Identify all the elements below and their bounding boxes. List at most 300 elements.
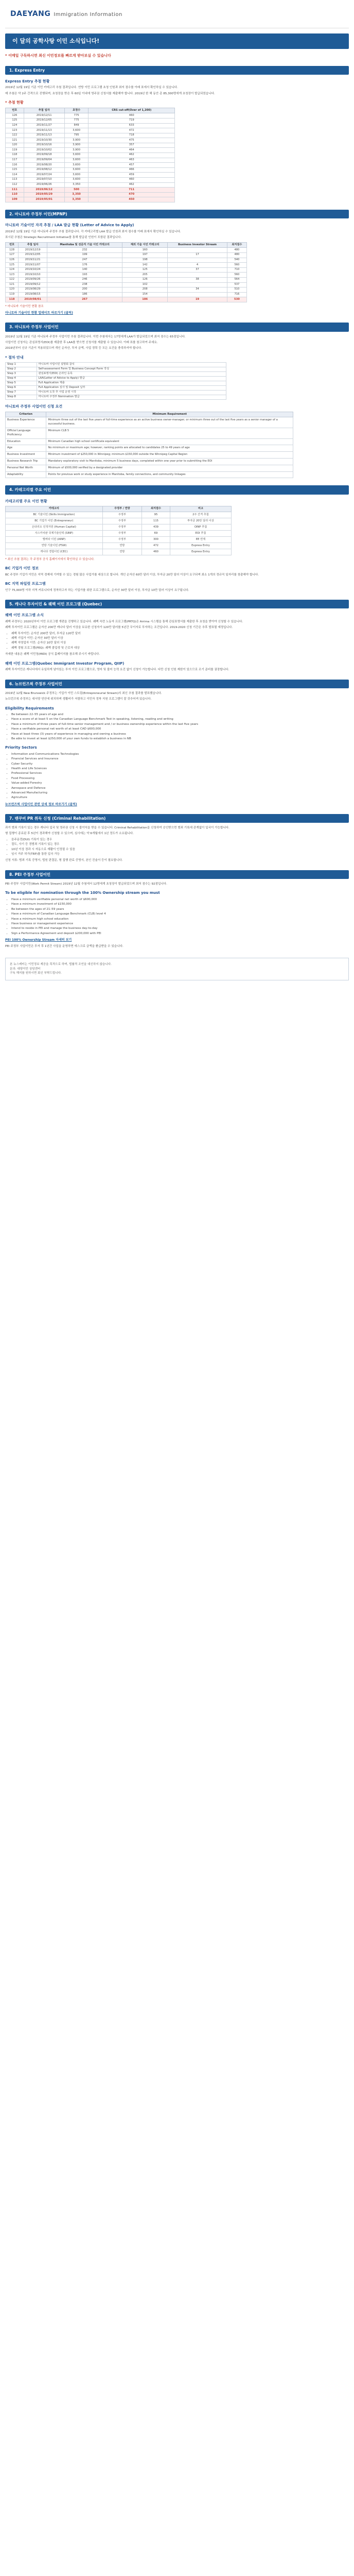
- draw-row-cell: 475: [88, 138, 175, 143]
- step-row: [6, 377, 226, 381]
- s1-heading: Express Entry 추첨 현황: [5, 79, 50, 83]
- draw-row-cell: 633: [88, 123, 175, 128]
- s6-sectors-list: [11, 752, 349, 800]
- s6-elig-heading: Eligibility Requirements: [5, 706, 54, 710]
- mpnp-row-cell: 17: [168, 252, 227, 258]
- requirement-item: • Have a minimum investment of $150,000: [11, 902, 349, 906]
- section-7-title: 7. 밴쿠버 PR 취득 신청 (Criminal Rehabilitation): [5, 814, 349, 823]
- mpnp-row-cell: 186: [122, 297, 168, 302]
- mpnp-row-cell: 267: [47, 297, 122, 302]
- mpnp-row-cell: 2019/12/19: [19, 248, 47, 253]
- mpnp-row-cell: 154: [122, 292, 168, 297]
- mpnp-row-cell: 530: [227, 297, 246, 302]
- step-row-cell: 마니토바 도착 후 사업 운영 시작: [37, 391, 226, 395]
- sector-item: • Professional Services: [11, 771, 349, 775]
- mpnp-row-cell: 2019/11/21: [19, 258, 47, 263]
- draw-row-cell: 2019/06/12: [24, 188, 64, 193]
- category-row-cell: BC 기업가 이민 (Entrepreneur): [6, 518, 103, 524]
- mpnp-row-cell: 142: [122, 263, 168, 268]
- draw-row-cell: 775: [64, 113, 88, 118]
- draw-row: [6, 138, 175, 143]
- category-row-cell: BC 기술이민 (Skills Immigration): [6, 512, 103, 518]
- footer-line-3: 구독 해지를 원하시면 회신 부탁드립니다.: [10, 972, 62, 975]
- criterion-row-cell: Education: [6, 438, 46, 445]
- draw-row-cell: 3,600: [64, 128, 88, 133]
- section-3-title: 3. 마니토바 주정부 사업이민: [5, 323, 349, 331]
- s4-note: * 최신 추첨 결과는 각 주정부 공식 홈페이지에서 확인하실 수 있습니다.: [5, 558, 95, 561]
- draw-row-cell: 2019/07/10: [24, 178, 64, 183]
- category-row-cell: 439: [142, 524, 170, 531]
- s2-footnote: * 마니토바 기술이민 현황 참조: [5, 304, 44, 308]
- s1-intro-2: 매 추첨은 약 2주 간격으로 진행되며, 초청장을 받은 후 60일 이내에 영주권 신청서를 제출해야 합니다. 2019년 한 해 동안 총 85,300명에게 초청장이 발급되었습니다.: [5, 92, 215, 95]
- s5-bullet: • 퀘벡 투자이민: 순자산 200만 달러, 투자금 120만 달러: [11, 632, 349, 636]
- draw-row-cell: 3,900: [64, 138, 88, 143]
- draw-row-cell: 122: [6, 133, 24, 138]
- draw-row: [6, 128, 175, 133]
- mpnp-row-cell: 208: [122, 287, 168, 293]
- steps-table: [5, 362, 226, 400]
- mpnp-row-cell: 193: [47, 273, 122, 278]
- category-row-cell: 300: [142, 537, 170, 543]
- s7-para-1: 과거 범죄 기록이 있는 경우 캐나다 입국 및 영주권 신청 시 불이익을 받을 수 있습니다. Criminal Rehabilitation을 신청하여 승인받으면 범죄 기록에 관계없이 입국이 가능합니다.: [5, 826, 229, 830]
- draw-row: [6, 197, 175, 202]
- mpnp-row-cell: 186: [47, 292, 122, 297]
- draw-row-cell: 460: [88, 178, 175, 183]
- sector-item: • Agriculture: [11, 795, 349, 800]
- category-row-cell: 115: [142, 518, 170, 524]
- draw-row: [6, 148, 175, 153]
- mpnp-row-cell: 127: [6, 252, 19, 258]
- draw-row-cell: 3,900: [64, 143, 88, 148]
- mpnp-row-cell: 232: [47, 248, 122, 253]
- s6-intro-1: 2019년 12월 New Brunswick 주정부는 기업가 이민 스트림(Entrepreneurial Stream)의 최신 추첨 결과를 발표했습니다.: [5, 691, 162, 695]
- s3-intro-2: 사업이민 신청자는 관심표명서(EOI)를 제출한 후 LAA를 받으면 신청서를 제출할 수 있습니다. 아래 표를 참고하여 주세요.: [5, 341, 158, 344]
- criterion-row: [6, 417, 293, 428]
- sector-item: • Advanced Manufacturing: [11, 791, 349, 795]
- mpnp-row: [6, 248, 247, 253]
- section-8-title: 8. PEI 주정부 사업이민: [5, 870, 349, 879]
- draw-row-cell: 118: [6, 153, 24, 158]
- draw-row-cell: 463: [88, 158, 175, 163]
- requirement-item: • Intend to reside in PEI and manage the business day-to-day: [11, 926, 349, 930]
- s5-qiip-text: 퀘벡 투자이민은 캐나다에서 유일하게 남아있는 투자 이민 프로그램으로, 영어 및 불어 능력 요건 없이 신청이 가능합니다. 다만 신청 인원 제한이 있으므로 조기 준비를 권장합니다.: [5, 668, 229, 672]
- draw-row-cell: 109: [6, 197, 24, 202]
- section-4-title: 4. 카테고리별 주요 이민: [5, 485, 349, 494]
- newsletter: [0, 0, 354, 996]
- s8-closing: PEI 주정부 사업이민은 투자 후 1년간 사업을 운영하면 에스크로 금액을 환급받을 수 있습니다.: [5, 945, 123, 948]
- criterion-row-cell: Official Language Proficiency: [6, 428, 46, 439]
- s7-bullet-list: [11, 838, 349, 857]
- draw-row-cell: 3,350: [64, 182, 88, 188]
- mpnp-row-cell: 126: [6, 258, 19, 263]
- category-row-cell: 캐나다 경험이민 (CEC): [6, 549, 103, 555]
- category-row-cell: 앨버타 이민 (AINP): [6, 537, 103, 543]
- category-row-cell: 95: [142, 512, 170, 518]
- step-row-cell: Step 6: [6, 386, 37, 391]
- mpnp-row-cell: 560: [227, 263, 246, 268]
- s5-para-1: 퀘벡 주정부는 2020년부터 이민 프로그램 개편을 진행하고 있습니다. 퀘벡 숙련 노동자 프로그램(PRTQ)은 Arrima 시스템을 통해 관심표명서를 제출한 후 초청을 받아야 신청할 수 있습니다.: [5, 620, 243, 623]
- mpnp-row-cell: 2019/08/29: [19, 287, 47, 293]
- category-row: [6, 531, 232, 537]
- draw-row-cell: 2019/11/13: [24, 128, 64, 133]
- eligibility-item: • Have a score of at least 5 on the Canadian Language Benchmark Test in speaking, listening, reading and writing: [11, 717, 349, 721]
- requirement-item: • Have business or management experience: [11, 922, 349, 926]
- category-row-cell: OINP 추첨: [170, 524, 231, 531]
- footer-line-1: 본 뉴스레터는 이민정보 제공을 목적으로 하며, 법률적 조언을 대신하지 않습니다.: [10, 963, 112, 967]
- step-row-cell: Step 2: [6, 367, 37, 372]
- criterion-row: [6, 452, 293, 459]
- draw-row-cell: 2019/09/18: [24, 153, 64, 158]
- s5-bullet: • 퀘벡 경험 프로그램(PEQ): 퀘벡 졸업생 및 근로자 대상: [11, 646, 349, 650]
- eligibility-item: • Have a minimum of three years of full-time senior management and / or business ownership experience within the last five years: [11, 722, 349, 726]
- category-row-cell: 사스카치완 국제기술인력 (SINP): [6, 531, 103, 537]
- category-row: [6, 512, 232, 518]
- eligibility-item: • Be between 22–55 years of age and: [11, 713, 349, 717]
- draw-row-cell: 2019/08/12: [24, 167, 64, 173]
- s4-bc-text: BC 주정부 기업가 이민은 지역 경제에 기여할 수 있는 경험 많은 사업가를 대상으로 합니다. 개인 순자산 60만 달러 이상, 투자금 20만 달러 이상이 요구되며 최소 1개의 정규직 일자리를 창출해야 합니다.: [5, 573, 259, 577]
- s2-link[interactable]: 마니토바 기술이민 현황 업데이트 바로가기 (클릭): [5, 311, 73, 315]
- draw-row: [6, 192, 175, 197]
- draw-row-cell: 2019/09/04: [24, 158, 64, 163]
- mpnp-row: [6, 252, 247, 258]
- draw-row-cell: 718: [88, 133, 175, 138]
- s7-para-2: 형 집행이 종료된 후 5년이 경과해야 신청할 수 있으며, 심사에는 약 6개월에서 1년 정도가 소요됩니다.: [5, 832, 134, 836]
- s3-steps-heading: * 절차 안내: [5, 355, 24, 360]
- criterion-row-cell: Minimum Canadian high school certificate equivalent: [46, 438, 293, 445]
- s7-bullet: • 임시 거주 허가(TRP)를 통한 입국 가능: [11, 852, 349, 856]
- draw-row-cell: 3,900: [64, 148, 88, 153]
- section-2-title: 2. 마니토바 주정부 이민(MPNP): [5, 210, 349, 218]
- criterion-row-cell: Business Investment: [6, 452, 46, 459]
- mpnp-row-cell: 564: [227, 277, 246, 282]
- s3-intro-1: 2019년 12월 19일 기준 마니토바 주정부 사업이민 추첨 결과입니다. 이번 추첨에서는 17명에게 LAA가 발급되었으며 최저 점수는 65점입니다.: [5, 335, 186, 338]
- mpnp-row-cell: 510: [227, 287, 246, 293]
- step-row-cell: Step 7: [6, 391, 37, 395]
- requirement-item: • Have a minimum high school education: [11, 917, 349, 921]
- mpnp-row-cell: 2019/12/05: [19, 252, 47, 258]
- mpnp-row-cell: [168, 273, 227, 278]
- s1-intro-1: 2019년 12월 19일 기준 이민 카테고리 추첨 결과입니다. 연방 이민 프로그램 초청 인원과 최저 점수를 아래 표에서 확인하실 수 있습니다.: [5, 86, 178, 90]
- draw-row-cell: 2019/10/02: [24, 148, 64, 153]
- draw-row-cell: 111: [6, 188, 24, 193]
- s5-heading: 퀘벡 이민 프로그램 소식: [5, 613, 44, 618]
- criterion-row-cell: Adaptability: [6, 471, 46, 478]
- mpnp-row-cell: 199: [47, 252, 122, 258]
- step-row-cell: Step 1: [6, 363, 37, 367]
- s2-intro-1: 2019년 12월 19일 기준 마니토바 주정부 추첨 결과입니다. 각 카테고리별 LAA 발급 인원과 최저 점수를 아래 표에서 확인하실 수 있습니다.: [5, 230, 181, 233]
- footer-line-2: 문의: 대양이민 상담센터: [10, 967, 41, 971]
- draw-row-cell: 795: [64, 133, 88, 138]
- s2-col-header: 해외 기술 이민 카테고리: [122, 242, 168, 248]
- s7-bullet: • 음주운전(DUI) 기록이 있는 경우: [11, 838, 349, 842]
- draw-row-cell: 457: [88, 163, 175, 168]
- s4-col-header: 비고: [170, 506, 231, 512]
- mpnp-row-cell: 121: [6, 282, 19, 287]
- mpnp-row-cell: 247: [47, 258, 122, 263]
- s2-col-header: 최저점수: [227, 242, 246, 248]
- draw-row-cell: 357: [88, 143, 175, 148]
- s3-intro-3: 2019년부터 신규 기준이 적용되었으며 개인 순자산, 투자 금액, 사업 경력 등 모든 요건을 충족하셔야 합니다.: [5, 347, 143, 350]
- draw-row-cell: 121: [6, 138, 24, 143]
- criterion-row: [6, 471, 293, 478]
- draw-row-cell: 459: [88, 173, 175, 178]
- draw-row: [6, 163, 175, 168]
- mpnp-row-cell: 140: [47, 267, 122, 273]
- mpnp-row-cell: [168, 258, 227, 263]
- draw-row: [6, 182, 175, 188]
- draw-row-cell: 466: [88, 167, 175, 173]
- eligibility-item: • Have a verifiable personal net worth of at least CAD $600,000: [11, 727, 349, 731]
- draw-row-cell: 126: [6, 113, 24, 118]
- category-table: [5, 506, 232, 555]
- category-row: [6, 524, 232, 531]
- draw-row-cell: 464: [88, 148, 175, 153]
- mpnp-row-cell: 126: [122, 277, 168, 282]
- draw-row-cell: 775: [64, 118, 88, 123]
- s4-reg-heading: BC 지역 파일럿 프로그램: [5, 582, 46, 586]
- s6-link[interactable]: 뉴브런즈윅 사업이민 관련 상세 정보 바로가기 (클릭): [5, 802, 77, 806]
- criterion-row-cell: Minimum of $500,000 verified by a designated provider: [46, 465, 293, 471]
- mpnp-row-cell: 102: [122, 282, 168, 287]
- mpnp-row-cell: 2019/09/12: [19, 282, 47, 287]
- mpnp-row-cell: 176: [47, 263, 122, 268]
- draw-row-cell: 3,600: [64, 158, 88, 163]
- draw-row-cell: 2019/12/11: [24, 113, 64, 118]
- criterion-row-cell: Mandatory exploratory visit to Manitoba, minimum 5 business days, completed within one year prior to submitting the EOI: [46, 459, 293, 465]
- s5-qiip-heading: 퀘벡 이민 프로그램(Quebec Immigrant Investor Program, QIIP): [5, 661, 125, 666]
- category-row: [6, 518, 232, 524]
- mpnp-row-cell: 118: [6, 297, 19, 302]
- category-row-cell: 460: [142, 549, 170, 555]
- draw-row-cell: 3,350: [64, 192, 88, 197]
- step-row-cell: Self-assessment Form 및 Business Concept Form 작성: [37, 367, 226, 372]
- s1-col-header: 번호: [6, 108, 24, 113]
- mpnp-row-cell: [168, 248, 227, 253]
- criterion-row: [6, 445, 293, 452]
- draw-row-cell: 2019/07/24: [24, 173, 64, 178]
- mpnp-row: [6, 267, 247, 273]
- footer: [5, 958, 349, 980]
- draw-row-cell: 2019/05/29: [24, 192, 64, 197]
- sector-item: • Food Processing: [11, 776, 349, 781]
- s5-para-2: 퀘벡 투자이민 프로그램은 순자산 200만 캐나다 달러 이상을 보유한 신청자가 120만 달러를 5년간 무이자로 투자하는 조건입니다. 2019-2020 신청 기간은 추후 발표될 예정입니다.: [5, 626, 233, 630]
- step-row: [6, 395, 226, 400]
- hero-note: * 이메일 구독하시면 최신 이민정보를 빠르게 받아보실 수 있습니다: [5, 54, 111, 58]
- eligibility-item: • Have at least three (3) years of experience in managing and owning a business: [11, 732, 349, 736]
- category-row: [6, 549, 232, 555]
- step-row-cell: 마니토바 사업이민 설명회 참석: [37, 363, 226, 367]
- eligibility-item: • Be able to invest at least $250,000 of your own funds to establish a business in NB: [11, 737, 349, 741]
- step-row: [6, 391, 226, 395]
- section-6-title: 6. 뉴브런즈윅 주정부 사업이민: [5, 680, 349, 688]
- draw-row-cell: 117: [6, 158, 24, 163]
- category-row-cell: 온타리오 인적자원 (Human Capital): [6, 524, 103, 531]
- s4-col-header: 최저점수: [142, 506, 170, 512]
- mpnp-row-cell: 560: [227, 273, 246, 278]
- category-row-cell: 투자금 20만 달러 이상: [170, 518, 231, 524]
- draw-row: [6, 173, 175, 178]
- category-row-cell: 주정부: [102, 512, 141, 518]
- draw-row-cell: 113: [6, 178, 24, 183]
- mpnp-row: [6, 297, 247, 302]
- s6-intro-2: 뉴브런즈윅 주정부는 대서양 연안에 위치하며 생활비가 저렴하고 이민자 정착 지원 프로그램이 잘 갖추어져 있습니다.: [5, 698, 152, 701]
- category-row-cell: 주정부: [102, 537, 141, 543]
- mpnp-row: [6, 263, 247, 268]
- draw-row-cell: 462: [88, 153, 175, 158]
- s2-intro-2: 표시된 추첨은 Strategic Recruitment Initiative를 통해 발급된 인원이 포함된 결과입니다.: [5, 236, 122, 240]
- mpnp-row-cell: 205: [122, 273, 168, 278]
- s8-req-heading: To be eligible for nomination through the 100% Ownership stream you must: [5, 891, 160, 895]
- draw-row-cell: 124: [6, 123, 24, 128]
- brand-logo[interactable]: DAEYANG Immigration Information: [10, 9, 122, 18]
- sector-item: • Value-added Forestry: [11, 781, 349, 785]
- s3-crit-heading: 마니토바 주정부 사업이민 신청 요건: [5, 404, 63, 409]
- draw-row: [6, 153, 175, 158]
- draw-row-cell: 2019/10/30: [24, 138, 64, 143]
- s6-eligibility-list: [11, 713, 349, 741]
- criteria-table: [5, 412, 293, 479]
- s5-note: 자세한 내용은 퀘벡 이민청(MIDI) 공식 홈페이지를 참조해 주시기 바랍니다.: [5, 653, 100, 656]
- mpnp-row-cell: 716: [227, 292, 246, 297]
- criterion-row-cell: Business Research Trip: [6, 459, 46, 465]
- draw-row-cell: 3,600: [64, 178, 88, 183]
- draw-row-cell: 112: [6, 182, 24, 188]
- draw-row-cell: 123: [6, 128, 24, 133]
- s2-col-header: Business Investor Stream: [168, 242, 227, 248]
- s7-bullet: • 절도, 사기 등 경범죄 기록이 있는 경우: [11, 842, 349, 846]
- draw-row-cell: 115: [6, 167, 24, 173]
- hero-title: 이 달의 공학사탕 이민 소식입니다!: [5, 33, 349, 49]
- mpnp-row-cell: 119: [6, 292, 19, 297]
- mpnp-row-cell: 246: [47, 277, 122, 282]
- draw-row-cell: 849: [64, 123, 88, 128]
- mpnp-row-cell: 37: [168, 267, 227, 273]
- mpnp-row: [6, 282, 247, 287]
- category-row-cell: 69: [142, 531, 170, 537]
- mpnp-row-cell: 537: [227, 282, 246, 287]
- mpnp-row-cell: 2019/10/24: [19, 267, 47, 273]
- mpnp-row-cell: 2019/11/07: [19, 263, 47, 268]
- draw-row-cell: 450: [88, 197, 175, 202]
- step-row: [6, 363, 226, 367]
- mpnp-row-cell: 2019/08/01: [19, 297, 47, 302]
- step-row-cell: Step 3: [6, 372, 37, 377]
- s3-col-header: Minimum Requirement: [46, 412, 293, 417]
- draw-row-cell: 3,600: [64, 163, 88, 168]
- mpnp-row: [6, 258, 247, 263]
- category-row-cell: Express Entry: [170, 549, 231, 555]
- draw-row: [6, 167, 175, 173]
- s2-col-header: Manitoba 및 전문직 기술 이민 카테고리: [47, 242, 122, 248]
- s1-col-header: CRS cut-off(Over of 1,200): [88, 108, 175, 113]
- requirement-item: • Sign a Performance Agreement and deposit $200,000 with PEI: [11, 931, 349, 936]
- mpnp-row-cell: 480: [227, 252, 246, 258]
- mpnp-row-cell: 123: [6, 273, 19, 278]
- criterion-row: [6, 428, 293, 439]
- sector-item: • Cyber Security: [11, 762, 349, 766]
- criterion-row: [6, 465, 293, 471]
- draw-row: [6, 178, 175, 183]
- draw-row: [6, 143, 175, 148]
- s6-sectors-heading: Priority Sectors: [5, 745, 37, 750]
- draw-row-cell: 2019/11/27: [24, 123, 64, 128]
- draw-row-cell: 114: [6, 173, 24, 178]
- category-row-cell: EE 연계: [170, 537, 231, 543]
- draw-row-cell: 500: [64, 188, 88, 193]
- mpnp-row-cell: 34: [168, 287, 227, 293]
- step-row-cell: 관심표명서(EOI) 온라인 등록: [37, 372, 226, 377]
- category-row-cell: 연방 기술이민 (FSW): [6, 543, 103, 549]
- draw-row-cell: 719: [88, 118, 175, 123]
- s8-link[interactable]: PEI 100% Ownership Stream 자세히 보기: [5, 938, 72, 942]
- mpnp-row: [6, 287, 247, 293]
- s1-table-heading: * 추첨 현황: [5, 100, 24, 105]
- mpnp-row-cell: 197: [122, 252, 168, 258]
- draw-row-cell: 470: [88, 192, 175, 197]
- express-entry-table: [5, 108, 175, 202]
- s1-col-header: 추첨 일자: [24, 108, 64, 113]
- draw-row: [6, 123, 175, 128]
- draw-row-cell: 3,600: [64, 153, 88, 158]
- step-row-cell: Full Application 심사 및 Deposit 납부: [37, 386, 226, 391]
- category-row-cell: 연방: [102, 549, 141, 555]
- draw-row-cell: 462: [88, 182, 175, 188]
- criterion-row-cell: No minimum or maximum age; however, ranking points are allocated to candidates 25 to 49 years of age: [46, 445, 293, 452]
- mpnp-row-cell: 2019/10/10: [19, 273, 47, 278]
- draw-row-cell: 472: [88, 128, 175, 133]
- step-row: [6, 372, 226, 377]
- mpnp-row-cell: 122: [6, 277, 19, 282]
- mpnp-row-cell: 2019/08/15: [19, 292, 47, 297]
- mpnp-row-cell: 540: [227, 258, 246, 263]
- s7-bullet: • 10년 이상 경과 시 자동으로 재활이 인정될 수 있음: [11, 848, 349, 852]
- draw-row-cell: 116: [6, 163, 24, 168]
- mpnp-row-cell: 128: [6, 248, 19, 253]
- mpnp-row: [6, 273, 247, 278]
- requirement-item: • Have a minimum of Canadian Language Benchmark (CLB) level 4: [11, 912, 349, 916]
- mpnp-row-cell: 710: [227, 267, 246, 273]
- mpnp-row-cell: 160: [122, 248, 168, 253]
- draw-row: [6, 133, 175, 138]
- draw-row-cell: 110: [6, 192, 24, 197]
- draw-row-cell: 460: [88, 113, 175, 118]
- mpnp-row-cell: [168, 282, 227, 287]
- s4-bc-heading: BC 기업가 이민 정보: [5, 566, 39, 571]
- s8-para-1: PEI 주정부 사업이민(Work Permit Stream) 2019년 12월 추첨에서 12명에게 초청장이 발급되었으며 최저 점수는 92점입니다.: [5, 883, 167, 886]
- category-row-cell: 주정부: [102, 531, 141, 537]
- draw-row-cell: 3,350: [64, 197, 88, 202]
- sector-item: • Health and Life Sciences: [11, 767, 349, 771]
- draw-row-cell: 3,600: [64, 167, 88, 173]
- draw-row-cell: 2019/10/16: [24, 143, 64, 148]
- draw-row: [6, 188, 175, 193]
- step-row: [6, 386, 226, 391]
- s4-heading: 카테고리별 주요 이민 현황: [5, 499, 47, 503]
- category-row-cell: 2주 간격 추첨: [170, 512, 231, 518]
- step-row-cell: 마니토바 주정부 Nomination 발급: [37, 395, 226, 400]
- criterion-row-cell: Business Experience: [6, 417, 46, 428]
- category-row-cell: 주정부: [102, 518, 141, 524]
- category-row: [6, 537, 232, 543]
- draw-row: [6, 158, 175, 163]
- draw-row-cell: 125: [6, 118, 24, 123]
- draw-row-cell: 120: [6, 143, 24, 148]
- step-row-cell: Step 8: [6, 395, 37, 400]
- s8-requirements-list: [11, 897, 349, 936]
- criterion-row-cell: Personal Net Worth: [6, 465, 46, 471]
- section-1-title: 1. Express Entry: [5, 66, 349, 75]
- s4-col-header: 카테고리: [6, 506, 103, 512]
